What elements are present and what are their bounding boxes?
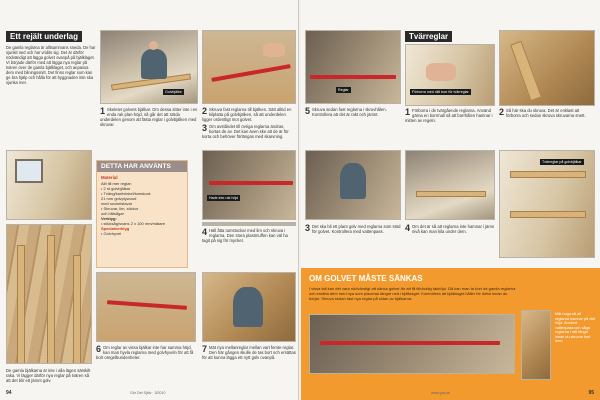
photo-tvar-3 (305, 150, 401, 220)
caption-5: 5 Skruva sedan fast reglarna i skruvhålen. Kontrollera att det är rakt och jämnt. (305, 106, 387, 117)
tvar-caption-2: 2 Så här ska du skruva. Det är enklast att förborra och sedan skruva skruvarna snett. (499, 107, 586, 118)
photo-sank (521, 310, 551, 380)
sidebar-line: • Golvhyvel (101, 231, 122, 236)
photo-label: Reglar (338, 88, 349, 92)
photo-tvar-4 (405, 150, 495, 220)
materials-sidebar (96, 160, 188, 268)
info-box-title: OM GOLVET MÅSTE SÄNKAS (309, 274, 423, 283)
photo-step-5 (96, 272, 196, 342)
photo-window (6, 150, 92, 220)
photo-sank-wide (309, 314, 515, 374)
hand (426, 63, 456, 81)
photo-step-3 (202, 150, 296, 220)
caption-1: 1 Skeletet golvets bjälkar. Om dessa sitter inte i en enda rak plan-höjd, så går det att stöda underdelen genom att fästa reglar i golvbjälken med skruvar. (100, 106, 198, 127)
sidebar-line: Verktyg: (101, 216, 117, 221)
spirit-level (209, 181, 293, 185)
photo-tvar-5 (499, 150, 595, 258)
spirit-level (310, 75, 396, 79)
photo-step-2 (202, 30, 296, 104)
info-box-text: I vissa fall kan det vara nödvändigt att sänka golvet för att få tillräcklig takhöjd. Då kan man ta bort de gamla reglarna och ersätta dem med nya som placeras längre ned i bjälklaget. Kontrollera att bjälklaget håller för detta innan du börjar. Skruva sedan fast nya reglar på sidan av bjälkarna. (309, 286, 516, 301)
page-number-right: 95 (588, 390, 594, 396)
plank (510, 211, 586, 218)
sidebar-line: och hålsågar (101, 211, 124, 216)
worker (141, 49, 167, 79)
folio-right: www.gds.se (431, 391, 451, 395)
photo-step-5-right (305, 30, 401, 104)
photo-label: Förborra med rätt borr för tvärreglar (412, 90, 469, 94)
plank (47, 235, 55, 364)
spirit-level (107, 300, 187, 310)
tvar-caption-1: 1 Förborra i de tvärgående reglarna. Använd gärna en borrmall så att borrhålen hamnar i mitten av regeln. (405, 107, 493, 123)
sidebar-line: • Skruvar, lim, stickor (101, 206, 139, 211)
spacer (202, 222, 296, 224)
sidebar-line: 21 mm golvplywood (101, 196, 137, 201)
plank (510, 171, 586, 178)
sidebar-line: Allt till mer reglar: (101, 181, 132, 186)
plank (73, 255, 81, 364)
caption-4: 4 Häll åtta tumstockar med lim och skruva i reglarna. Den stora plastmuffen kan väl ha tagit på sig för mycket. (202, 227, 288, 243)
photo-label: Hade inte rak höjd (209, 196, 239, 200)
spacer (202, 224, 296, 226)
info-box-sank (301, 268, 600, 400)
caption-3: 3 Om avståndet till övriga reglarna ändras, kortas de av. Det kan även ske att de är för korta och behöver förlängas med skarvning. (202, 123, 289, 139)
floor-caption: De gamla bjälkarna är inte i alla lägen särskilt raka. Vi lägger därför nya reglar på tvären så att det blir ett jämnt golv. (6, 368, 91, 383)
sidebar-line: • sticksåg/svans 2 x 100 mm/mätare (101, 221, 166, 226)
photo-tvar-1 (405, 44, 495, 106)
worker (233, 287, 263, 327)
plank (510, 41, 542, 101)
sidebar-line: • Tväng/kantvinkel/tumstock (101, 191, 151, 196)
headline-right: Tvärreglar (405, 31, 452, 42)
worker (340, 163, 366, 199)
spirit-level (320, 341, 500, 345)
photo-step-1 (100, 30, 198, 104)
roof-window (15, 159, 43, 183)
headline: Ett rejält underlag (6, 31, 82, 42)
photo-floor (6, 224, 92, 364)
sidebar-line: med sockelstavar (101, 201, 133, 206)
plank (416, 191, 486, 197)
caption-7: 7 Mät nya mellanreglar mellan vart femte reglar. Den här gången skulle de tas bort och ersättas för att kunna lägga ett nytt golv ovanpå. (202, 344, 296, 360)
photo-label: Golvbjälke (165, 90, 182, 94)
photo-tvar-2 (499, 30, 595, 106)
tvar-caption-4: 4 Om det är så att reglarna inte hamnar i jämn nivå kan man kila under dem. (405, 223, 495, 234)
sidebar-title: DETTA HAR ANVÄNTS (97, 161, 187, 172)
caption-6: 6 Om reglar av vissa bjälkar inte har samma höjd, kan man hyvla reglarna med golvhyveln för att få bort oregelbundenheter. (96, 344, 194, 360)
spirit-level (211, 64, 290, 82)
page-number-left: 94 (6, 390, 12, 396)
photo-step-7 (202, 272, 296, 342)
sidebar-line: • 2 st golvbjälkar (101, 186, 131, 191)
sidebar-material-heading: Material (101, 175, 118, 180)
caption-2: 2 Skruva fast reglarna till bjälken. Sätt alltid en kilplatta på golvbjälken, så att underdelen ligger ordentligt mot golvet. (202, 106, 292, 122)
intro-text: De gamla reglarna är alltsammans sneda. De har sjunkit ned och har vridits sig. Det är därför nödvändigt att lägga golvet ovanpå på bjälklaget. Vi började därför med att lägga nya reglar på tvären över de gamla bjälklaget, och anpassa dem med bilningssnitt. Det finns reglar som kan ge bra hjälp och hålla för att byggnaden inte ska sjunka mer. (6, 45, 96, 85)
right-page (301, 0, 600, 400)
hand (263, 43, 285, 57)
folio-left: Gör Det Själv · 3/2010 (130, 391, 166, 395)
worker-head (149, 41, 158, 50)
info-photo-caption: Mät noga så att reglarna hamnar på rätt höjd. Använd vattenpass och såga reglarna i rätt längd innan du skruvar fast dem. (555, 312, 595, 343)
left-page (0, 0, 299, 400)
tvar-caption-3: 3 Det ska bli ett plant golv med reglarna som stöd för golvet. Kontrollera med vattenpass. (305, 223, 401, 234)
photo-label: Tvärreglar på golvbjälkar (542, 160, 582, 164)
sidebar-line: Specialverktyg (101, 226, 130, 231)
plank (17, 245, 25, 364)
